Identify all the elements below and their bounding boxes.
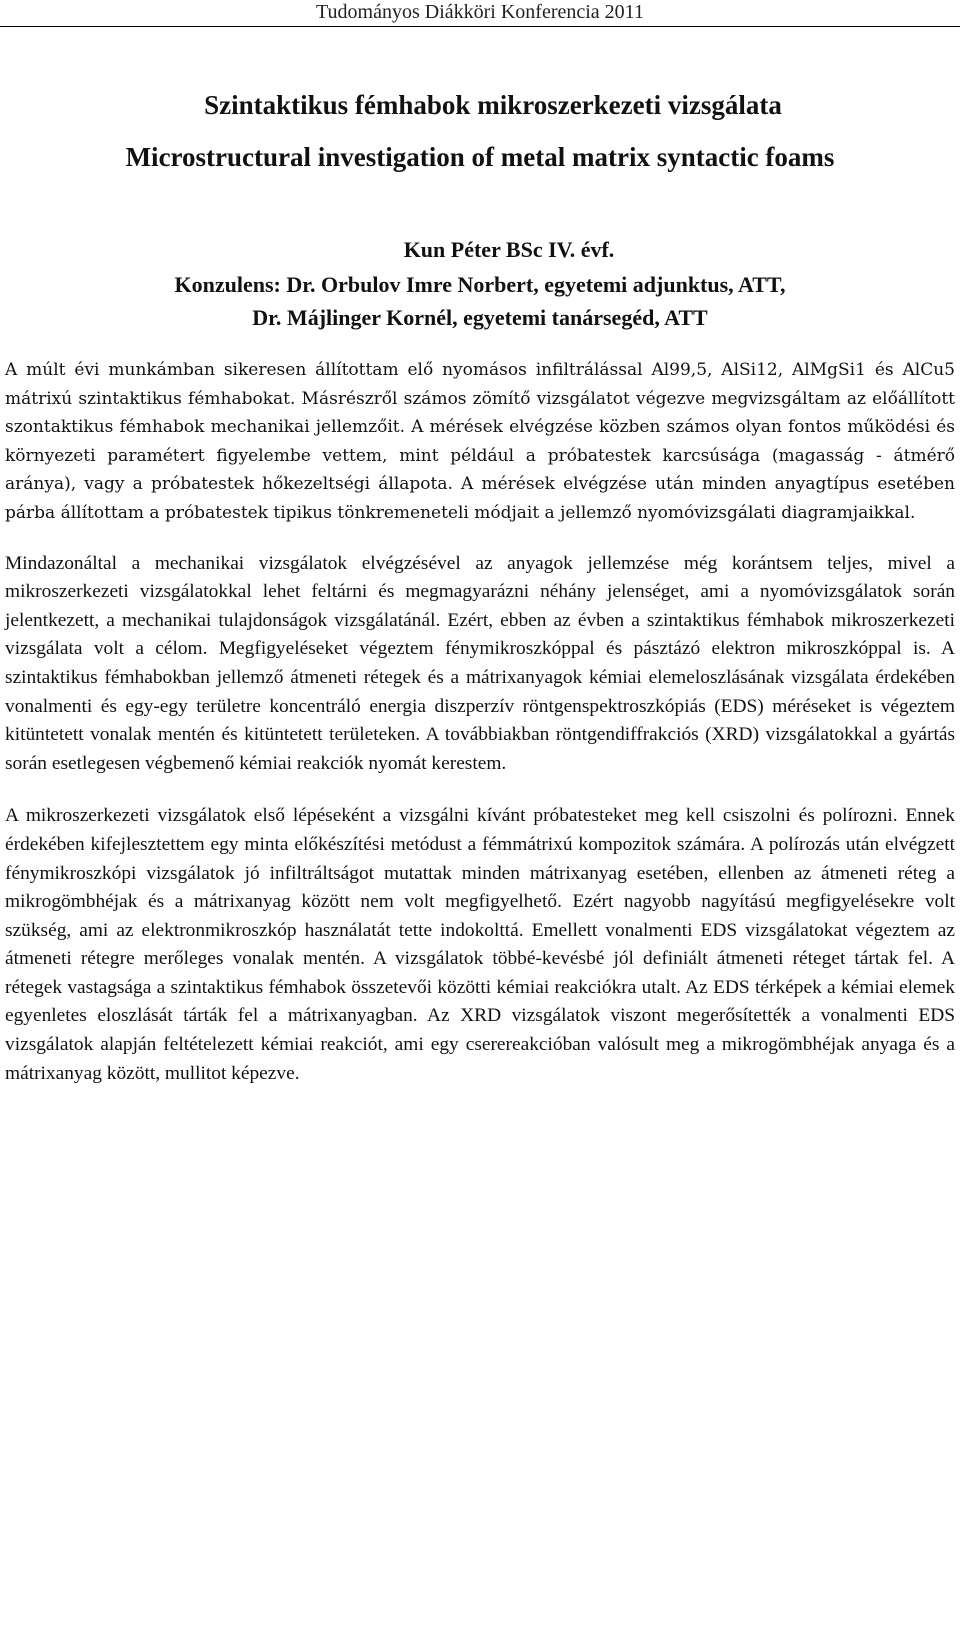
running-header	[0, 0, 960, 27]
author-name: Kun Péter BSc IV. évf.	[403, 237, 615, 262]
abstract-paragraph-1: A múlt évi munkámban sikeresen állítottam elő nyomásos infiltrálással Al99,5, AlSi12, AlMgSi1 és AlCu5 mátrixú szintaktikus fémhabokat. Másrészről számos zömítő vizsgálatot végezve megvizsgáltam az előállított szontaktikus fémhabok mechanikai jellemzőit. A mérések elvégzése közben számos olyan fontos működési és környezeti paramétert figyelembe vettem, mint például a próbatestek karcsúsága (magasság - átmérő aránya), vagy a próbatestek hőkezeltségi állapota. A mérések elvégzése után minden anyagtípus esetében párba állítottam a próbatestek tipikus tönkremeneteli módjait a jellemző nyomóvizsgálati diagramjaikkal.	[5, 360, 955, 523]
title-hungarian: Szintaktikus fémhabok mikroszerkezeti vizsgálata	[204, 90, 782, 120]
title-english: Microstructural investigation of metal matrix syntactic foams	[125, 142, 835, 172]
author-block	[0, 233, 960, 334]
abstract-body	[5, 356, 955, 1112]
abstract-paragraph-3: A mikroszerkezeti vizsgálatok első lépéseként a vizsgálni kívánt próbatesteket meg kell csiszolni és polírozni. Ennek érdekében kifejlesztettem egy minta előkészítési metódust a fémmátrixú kompozitok számára. A polírozás után elvégzett fénymikroszkópi vizsgálatok jó infiltráltságot mutattak minden mátrixanyag esetében, ellenben az átmeneti réteg a mikrogömbhéjak és a mátrixanyag között nem volt megfigyelhető. Ezért nagyobb nagyítású megfigyelésekre volt szükség, ami az elektronmikroszkóp használatát tette indokolttá. Emellett vonalmenti EDS vizsgálatokat végeztem az átmeneti rétegre merőleges vonalak mentén. A vizsgálatok többé-kevésbé jól definiált átmeneti réteget tártak fel. A rétegek vastagsága a szintaktikus fémhabok összetevői közötti kémiai reakciókra utalt. Az EDS térképek a kémiai elemek egyenletes eloszlását tárták fel a mátrixanyagban. Az XRD vizsgálatok viszont megerősítették a vonalmenti EDS vizsgálatok alapján feltételezett kémiai reakciót, ami egy cserereakcióban valósult meg a mikrogömbhéjak anyaga és a mátrixanyag között, mullitot képezve.	[5, 805, 955, 1084]
consultant-2: Dr. Májlinger Kornél, egyetemi tanársegéd, ATT	[252, 305, 708, 330]
running-header-text: Tudományos Diákköri Konferencia 2011	[316, 1, 644, 23]
consultant-1: Konzulens: Dr. Orbulov Imre Norbert, egyetemi adjunktus, ATT,	[174, 272, 786, 297]
abstract-paragraph-2: Mindazonáltal a mechanikai vizsgálatok elvégzésével az anyagok jellemzése még korántsem teljes, mivel a mikroszerkezeti vizsgálatokkal lehet feltárni és megmagyarázni néhány jelenséget, ami a nyomóvizsgálatok során jelentkezett, a mechanikai tulajdonságok vizsgálatánál. Ezért, ebben az évben a szintaktikus fémhabok mikroszerkezeti vizsgálata volt a célom. Megfigyeléseket végeztem fénymikroszkóppal és pásztázó elektron mikroszkóppal is. A szintaktikus fémhabokban jellemző átmeneti rétegek és a mátrixanyagok kémiai elemeloszlásának vizsgálata érdekében vonalmenti és egy-egy területre koncentráló energia diszperzív röntgenspektroszkópiás (EDS) méréseket is végeztem kitüntetett vonalak mentén és kitüntetett területeken. A továbbiakban röntgendiffrakciós (XRD) vizsgálatokkal a gyártás során esetlegesen végbemenő kémiai reakciók nyomát kerestem.	[5, 552, 955, 774]
title-block	[0, 88, 960, 174]
